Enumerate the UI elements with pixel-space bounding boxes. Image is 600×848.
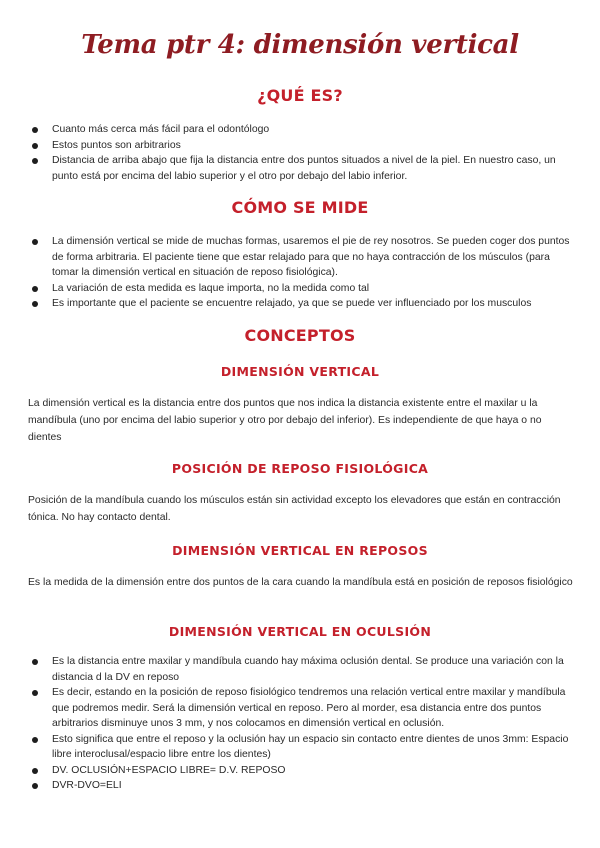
bullet-icon	[32, 239, 38, 245]
list-item: Estos puntos son arbitrarios	[28, 138, 574, 154]
paragraph-dv-reposos: Es la medida de la dimensión entre dos puntos de la cara cuando la mandíbula está en posición de reposos fisiológico	[28, 577, 573, 588]
list-item: DV. OCLUSIÓN+ESPACIO LIBRE= D.V. REPOSO	[28, 763, 574, 779]
list-item: DVR-DVO=ELI	[28, 778, 574, 794]
paragraph-dimension-vertical: La dimensión vertical es la distancia entre dos puntos que nos indica la distancia existente entre el maxilar u la mandíbula (uno por encima del labio superior y otro por debajo del inferior). Es independiente de que haya o no dientes	[28, 398, 542, 443]
heading-como-se-mide: CÓMO SE MIDE	[231, 198, 369, 217]
heading-dv-oclusion: DIMENSIÓN VERTICAL EN OCULSIÓN	[168, 624, 432, 639]
bullet-icon	[32, 659, 38, 665]
heading-que-es: ¿QUÉ ES?	[257, 86, 343, 105]
list-item: La variación de esta medida es laque importa, no la medida como tal	[28, 281, 574, 297]
list-item: Es importante que el paciente se encuentre relajado, ya que se puede ver influenciado por los musculos	[28, 296, 574, 312]
list-item: Distancia de arriba abajo que fija la distancia entre dos puntos situados a nivel de la piel. En nuestro caso, un punto está por encima del labio superior y el otro por debajo del labio inferior.	[28, 153, 574, 184]
bullet-icon	[32, 127, 38, 133]
bullet-icon	[32, 301, 38, 307]
bullet-icon	[32, 768, 38, 774]
bullet-icon	[32, 783, 38, 789]
bullet-icon	[32, 690, 38, 696]
paragraph-posicion-reposo: Posición de la mandíbula cuando los músculos están sin actividad excepto los elevadores que están en contracción tónica. No hay contacto dental.	[28, 495, 561, 523]
heading-dimension-vertical: DIMENSIÓN VERTICAL	[220, 364, 380, 379]
heading-conceptos: CONCEPTOS	[244, 326, 356, 345]
list-item: Esto significa que entre el reposo y la oclusión hay un espacio sin contacto entre dientes de unos 3mm: Espacio libre interoclusal/espacio libre entre los dientes)	[28, 732, 574, 763]
list-item: Cuanto más cerca más fácil para el odontólogo	[28, 122, 574, 138]
list-dv-oclusion	[28, 654, 574, 794]
list-como-se-mide	[28, 234, 574, 312]
list-item: Es decir, estando en la posición de reposo fisiológico tendremos una relación vertical entre maxilar y mandíbula que podremos medir. Será la dimensión vertical en reposo. Pero al morder, esa distancia entre dos puntos arbitrarios disminuye unos 3 mm, y nos colocamos en dimensión vertical en oclusión.	[28, 685, 574, 732]
bullet-icon	[32, 737, 38, 743]
list-que-es	[28, 122, 574, 184]
page-title: Tema ptr 4: dimensión vertical	[81, 30, 519, 60]
bullet-icon	[32, 143, 38, 149]
list-item: Es la distancia entre maxilar y mandíbula cuando hay máxima oclusión dental. Se produce una variación con la distancia d la DV en reposo	[28, 654, 574, 685]
list-item: La dimensión vertical se mide de muchas formas, usaremos el pie de rey nosotros. Se pueden coger dos puntos de forma arbitraria. El paciente tiene que estar relajado para que no haya contracción de los músculos (para tomar la dimensión vertical en situación de reposo fisiológica).	[28, 234, 574, 281]
heading-dv-reposos: DIMENSIÓN VERTICAL EN REPOSOS	[172, 543, 428, 558]
bullet-icon	[32, 286, 38, 292]
heading-posicion-reposo: POSICIÓN DE REPOSO FISIOLÓGICA	[171, 461, 429, 476]
bullet-icon	[32, 158, 38, 164]
